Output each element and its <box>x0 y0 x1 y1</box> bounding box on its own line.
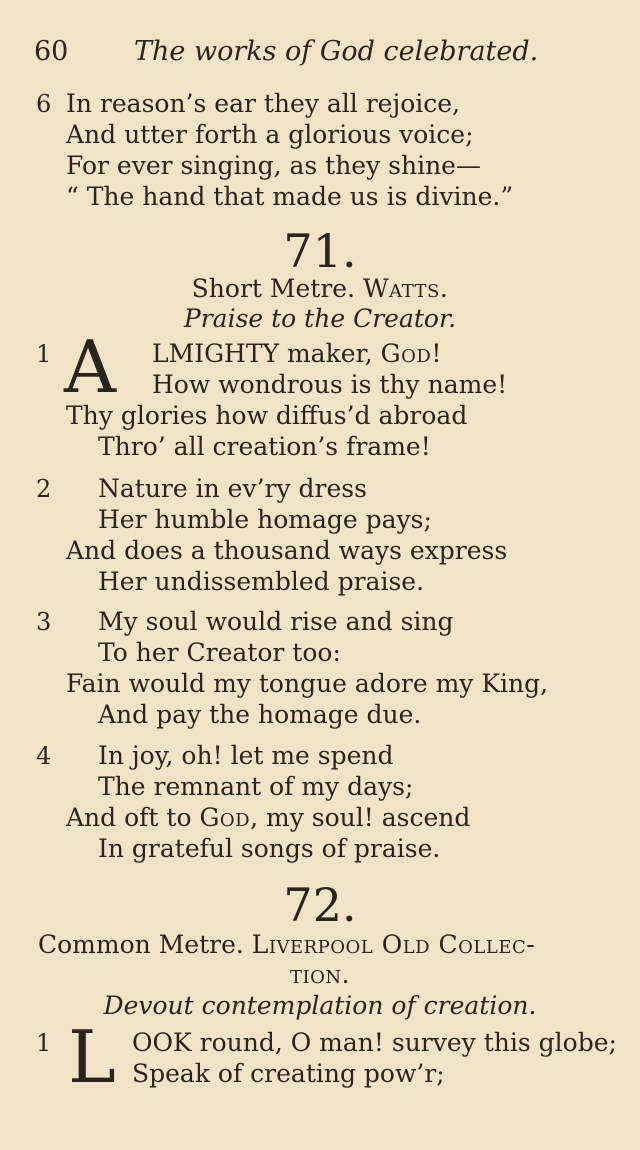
stanza-number: 3 <box>36 608 52 636</box>
divine-name: God <box>199 803 251 832</box>
hymn-number: 72. <box>283 878 357 932</box>
hymn-source: Liverpool Old Collec- <box>251 930 536 959</box>
divine-name: God <box>380 339 432 368</box>
stanza-number: 6 <box>36 90 52 118</box>
hymn-subtitle: Praise to the Creator. <box>183 304 457 333</box>
verse-line: Thy glories how diffus’d abroad <box>66 401 468 430</box>
hymn-meter: Common Metre. <box>38 930 244 959</box>
verse-line <box>152 339 441 369</box>
page-number: 60 <box>34 36 69 67</box>
verse-line: Her undissembled praise. <box>98 567 425 596</box>
stanza-number: 1 <box>36 340 52 368</box>
verse-line: To her Creator too: <box>98 638 341 667</box>
hymn-meter-line <box>38 930 535 960</box>
verse-line: And utter forth a glorious voice; <box>66 120 474 149</box>
verse-line: Fain would my tongue adore my King, <box>66 669 549 698</box>
verse-line: OOK round, O man! survey this globe; <box>132 1028 617 1057</box>
verse-line <box>66 803 470 833</box>
verse-line: In joy, oh! let me spend <box>98 741 394 770</box>
verse-line: In grateful songs of praise. <box>98 834 441 863</box>
verse-line: And does a thousand ways express <box>66 536 508 565</box>
stanza-number: 4 <box>36 742 52 770</box>
verse-line: In reason’s ear they all rejoice, <box>66 89 461 118</box>
verse-text: LMIGHTY maker, <box>152 339 381 368</box>
drop-cap: A <box>64 325 116 409</box>
hymn-meter-line <box>0 274 640 304</box>
verse-line: Speak of creating pow’r; <box>132 1059 445 1088</box>
verse-text: ! <box>431 339 442 368</box>
verse-line: How wondrous is thy name! <box>152 370 508 399</box>
verse-line: Thro’ all creation’s frame! <box>98 432 431 461</box>
stanza-number: 1 <box>36 1029 52 1057</box>
hymn-meter: Short Metre. <box>191 274 356 303</box>
verse-line: “ The hand that made us is divine.” <box>66 182 514 211</box>
running-head-title: The works of God celebrated. <box>134 36 539 67</box>
stanza-number: 2 <box>36 475 52 503</box>
verse-line: Nature in ev’ry dress <box>98 474 367 503</box>
hymn-source-continued: tion. <box>289 960 351 989</box>
verse-text: And oft to <box>66 803 200 832</box>
hymn-author: Watts. <box>362 274 449 303</box>
verse-line: My soul would rise and sing <box>98 607 454 636</box>
drop-cap: L <box>68 1015 116 1099</box>
hymn-subtitle: Devout contemplation of creation. <box>103 991 537 1020</box>
verse-line: For ever singing, as they shine— <box>66 151 481 180</box>
verse-text: , my soul! ascend <box>250 803 471 832</box>
verse-line: The remnant of my days; <box>98 772 414 801</box>
hymn-number: 71. <box>283 224 357 278</box>
verse-line: And pay the homage due. <box>98 700 422 729</box>
verse-line: Her humble homage pays; <box>98 505 432 534</box>
